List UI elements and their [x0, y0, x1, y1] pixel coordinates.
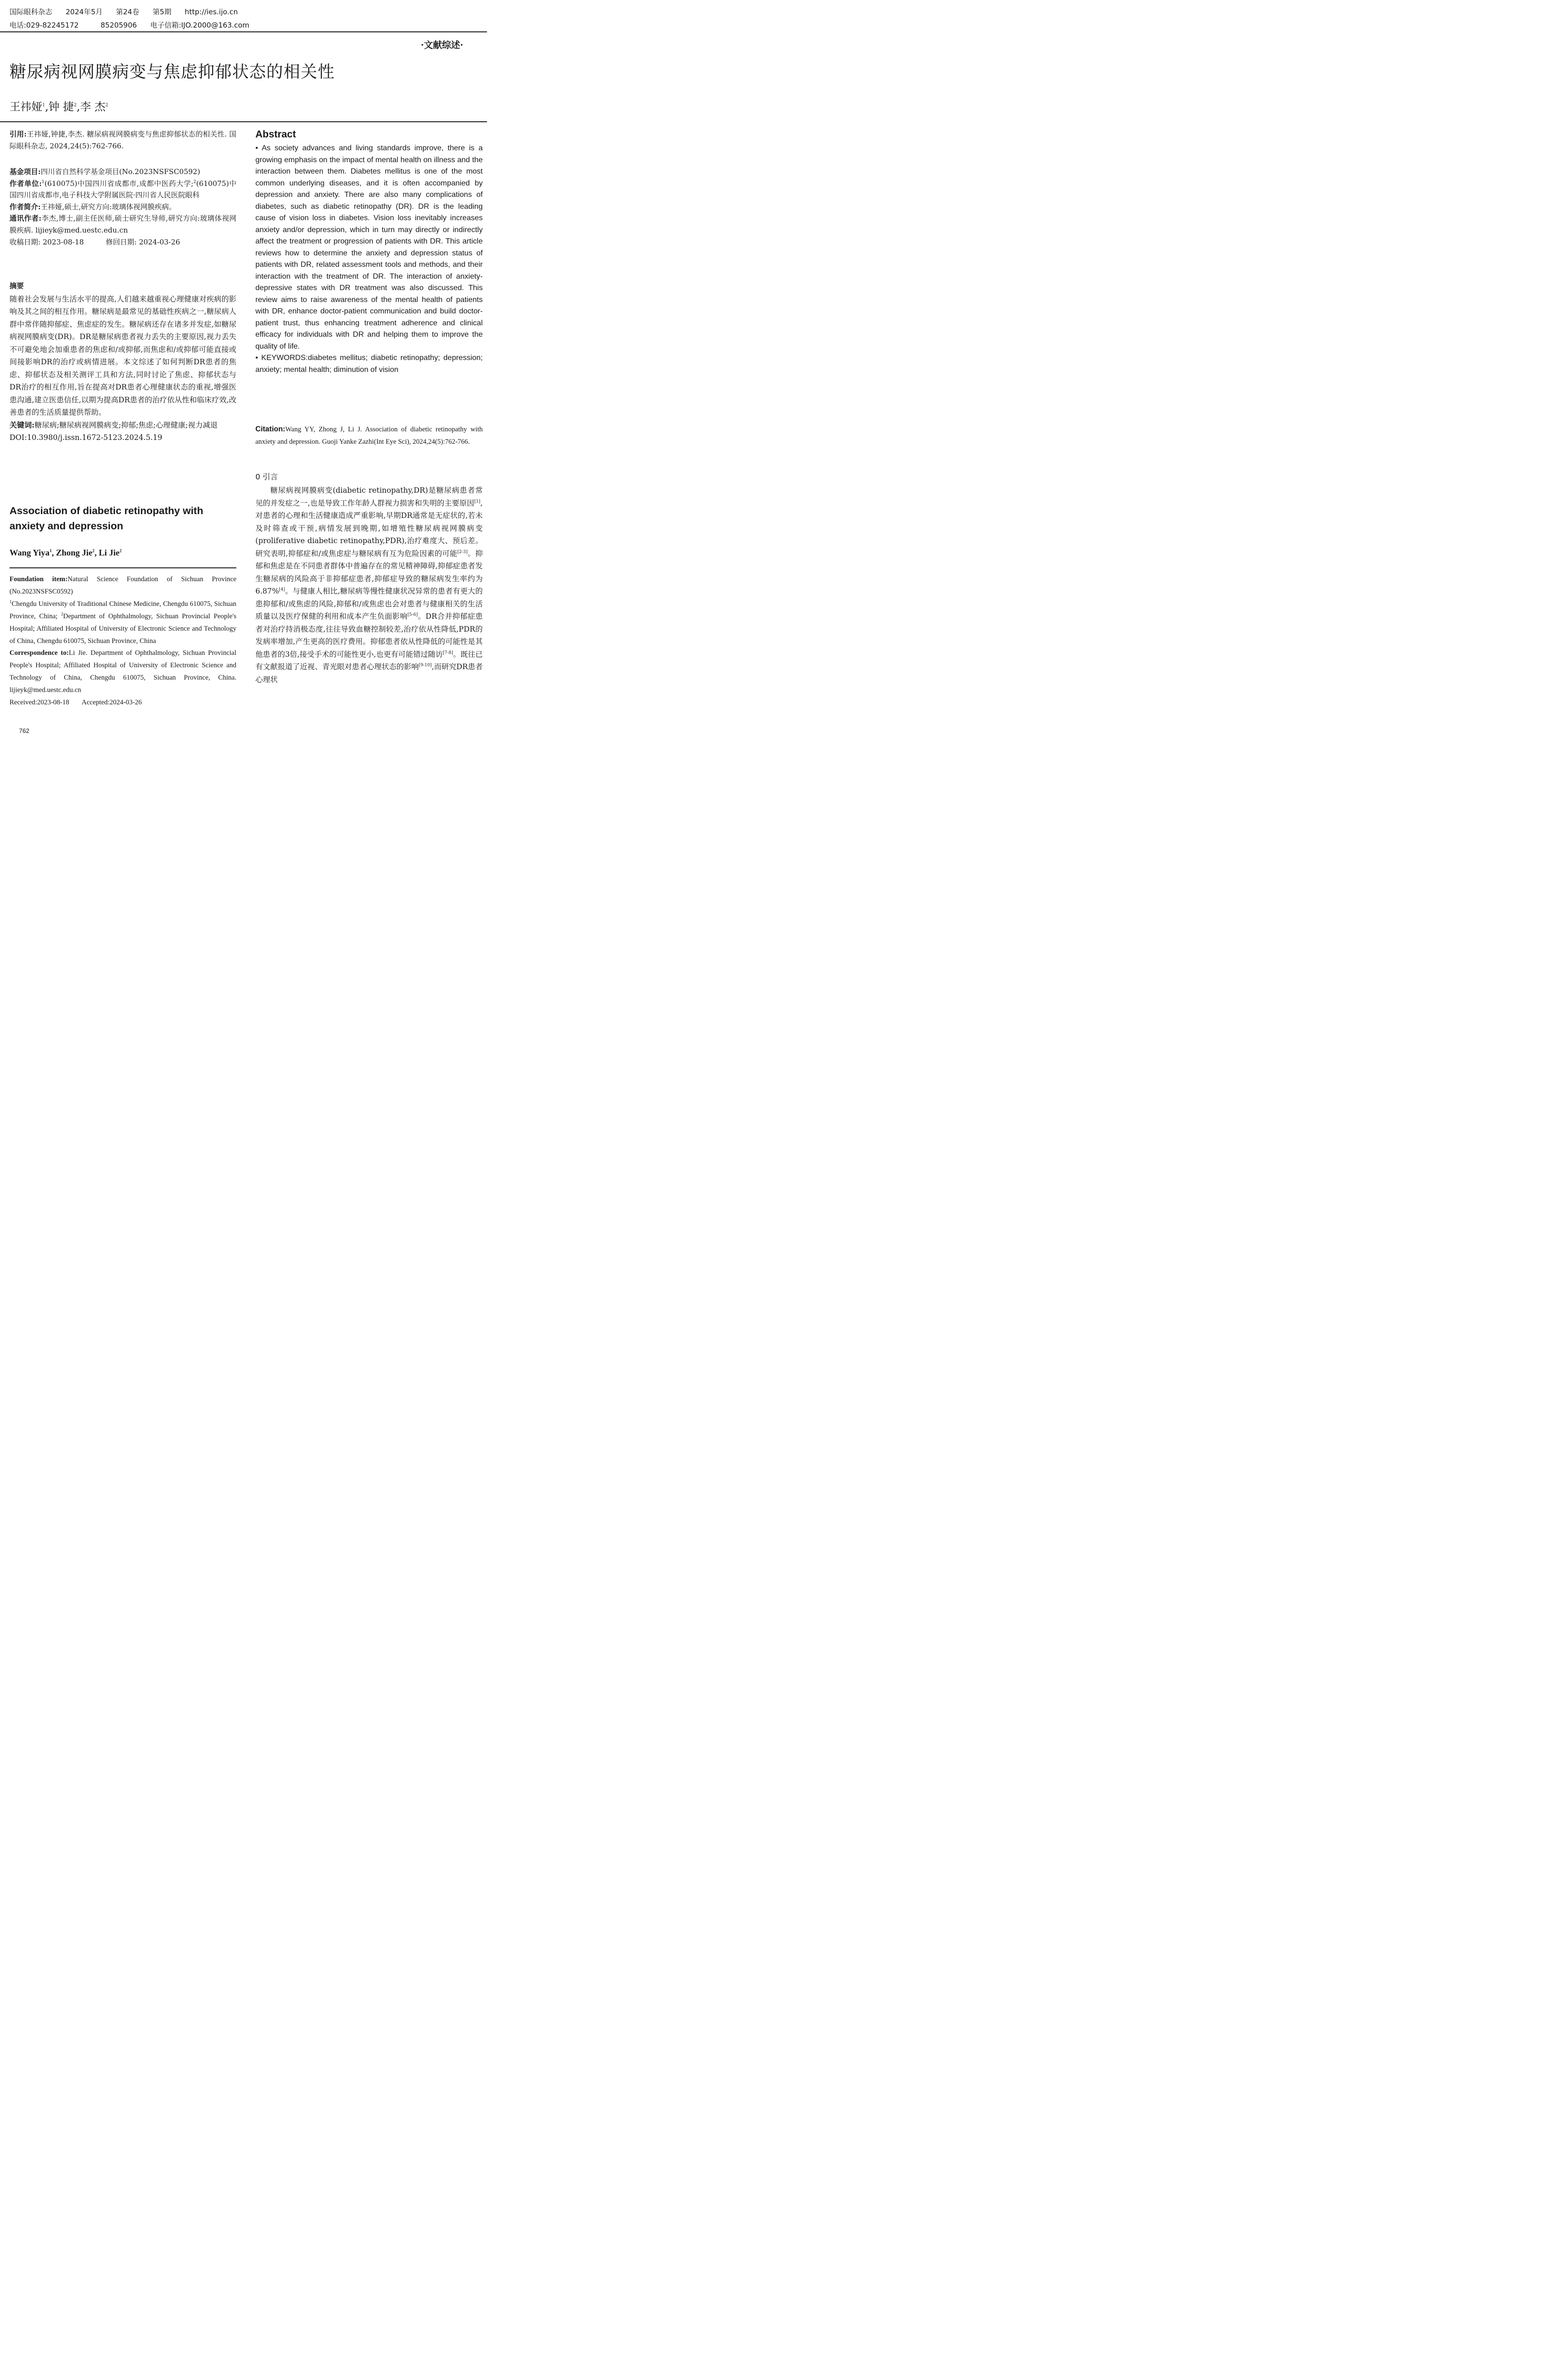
en-author-2-sup: 2: [92, 548, 95, 553]
en-accepted: Accepted:2024-03-26: [81, 699, 142, 707]
cn-citation-block: [10, 128, 236, 152]
unit-sup-1: 1: [41, 179, 45, 185]
page-number: 762: [19, 727, 29, 734]
intro-s6: 。既往已有文献报道了近视、青光眼对患者心理状态的影响: [255, 650, 483, 671]
en-abstract-heading: Abstract: [255, 129, 296, 140]
unit-text-1: (610075)中国四川省成都市,成都中医药大学;: [44, 179, 194, 188]
intro-body: [255, 484, 483, 686]
ref-6: [9-10]: [419, 662, 432, 668]
unit-label: 作者单位:: [10, 179, 42, 188]
author-1-sup: 1: [42, 103, 45, 108]
authors-en: [10, 548, 236, 558]
running-header-line2: [10, 20, 263, 30]
en-citation-text: Wang YY, Zhong J, Li J. Association of diabetic retinopathy with anxiety and depression. Guoji Yanke Zazhi(Int Eye Sci), 2024,24(5):762-766.: [255, 426, 483, 446]
en-author-3-sup: 2: [119, 548, 122, 553]
en-author-1-sup: 1: [49, 548, 52, 553]
author-2: 钟 捷: [49, 101, 74, 113]
journal-url: http://ies.ijo.cn: [185, 8, 238, 16]
en-author-1: Wang Yiya: [10, 548, 50, 557]
citation-label: 引用:: [10, 130, 27, 138]
ref-1: [1]: [474, 499, 481, 504]
intro-s5: 。DR合并抑郁症患者对治疗持消极态度,往往导致血糖控制较差,治疗依从性降低,PDR的发病率增加,产生更高的医疗费用。抑郁患者依从性降低的可能性是其他患者的3倍,接受手术的可能性更小,也更有可能错过随访: [255, 612, 483, 659]
ref-5: [7-8]: [443, 650, 453, 655]
bullet-2: •: [255, 354, 258, 362]
en-aff-text-2: Department of Ophthalmology, Sichuan Provincial People's Hospital; Affiliated Hospital of University of Electronic Science and Technology of China, Chengdu 610075, Sichuan Province, China: [10, 612, 236, 645]
intro-s4: 。与健康人相比,糖尿病等慢性健康状况异常的患者有更大的患抑郁和/或焦虑的风险,抑郁和/或焦虑也会对患者与健康相关的生活质量以及医疗保健的利用和成本产生负面影响: [255, 587, 483, 621]
en-aff-sup-2: 2: [61, 611, 63, 616]
author-3-sup: 2: [105, 103, 108, 108]
en-corr-text: Li Jie. Department of Ophthalmology, Sichuan Provincial People's Hospital; Affiliated Hospital of University of Electronic Science and Technology of China, Chengdu 610075, Sichuan Province, China. lijieyk@med.uestc.edu.cn: [10, 649, 236, 694]
section-tag: ·文献综述·: [420, 40, 463, 50]
unit-sup-2: 2: [193, 179, 196, 185]
author-2-sup: 2: [74, 103, 77, 108]
doi: DOI:10.3980/j.issn.1672-5123.2024.5.19: [10, 433, 163, 442]
author-3: 李 杰: [80, 101, 106, 113]
en-fund-label: Foundation item:: [10, 575, 68, 583]
en-received: Received:2023-08-18: [10, 699, 69, 707]
phone: 电话:029-82245172: [10, 21, 79, 29]
unit-text-2: (610075)中国四川省成都市,电子科技大学附属医院·四川省人民医院眼科: [10, 179, 236, 200]
cn-keywords-label: 关键词:: [10, 420, 35, 429]
cn-meta-block: [10, 166, 236, 248]
title-rule: [0, 121, 487, 122]
en-authors-rule: [10, 567, 236, 568]
intro-s7: ,而研究DR患者心理状: [255, 662, 483, 684]
en-aff-text-1: Chengdu University of Traditional Chinese Medicine, Chengdu 610075, Sichuan Province, China;: [10, 600, 236, 620]
fund-label: 基金项目:: [10, 167, 41, 176]
ref-3: [4]: [279, 587, 285, 592]
en-author-2: Zhong Jie: [56, 548, 93, 557]
corr-text: 李杰,博士,副主任医师,硕士研究生导师,研究方向:玻璃体视网膜疾病. lijieyk@med.uestc.edu.cn: [10, 214, 236, 234]
en-fund-text: Natural Science Foundation of Sichuan Province (No.2023NSFSC0592): [10, 575, 237, 595]
intro-s1: 糖尿病视网膜病变(diabetic retinopathy,DR)是糖尿病患者常见的并发症之一,也是导致工作年龄人群视力损害和失明的主要原因: [255, 486, 483, 507]
email: 电子信箱:IJO.2000@163.com: [150, 21, 250, 29]
fund-text: 四川省自然科学基金项目(No.2023NSFSC0592): [40, 167, 200, 176]
cn-abstract-text: 随着社会发展与生活水平的提高,人们越来越重视心理健康对疾病的影响及其之间的相互作用。糖尿病是最常见的基础性疾病之一,糖尿病人群中常伴随抑郁症、焦虑症的发生。糖尿病还存在诸多并发症,如糖尿病视网膜病变(DR)。DR是糖尿病患者视力丢失的主要原因,视力丢失不可避免地会加重患者的焦虑和/或抑郁,而焦虑和/或抑郁可能直接或间接影响DR的治疗或病情进展。本文综述了如何判断DR患者的焦虑、抑郁状态及相关测评工具和方法,同时讨论了焦虑、抑郁状态与DR治疗的相互作用,旨在提高对DR患者心理健康状态的重视,增强医患沟通,建立医患信任,以期为提高DR患者的治疗依从性和临床疗效,改善患者的生活质量提供帮助。: [10, 294, 236, 417]
issue: 第5期: [152, 8, 172, 16]
citation-text: 王祎娅,钟捷,李杰. 糖尿病视网膜病变与焦虑抑郁状态的相关性. 国际眼科杂志, 2024,24(5):762-766.: [10, 130, 236, 150]
en-keywords-text: diabetes mellitus; diabetic retinopathy; depression; anxiety; mental health; diminution of vision: [255, 354, 483, 374]
ref-4: [5-6]: [407, 612, 418, 617]
bio-text: 王祎娅,硕士,研究方向:玻璃体视网膜疾病。: [40, 202, 176, 211]
cn-abstract-block: [10, 280, 236, 444]
intro-s2: ,对患者的心理和生活健康造成严重影响,早期DR通常是无症状的,若未及时筛查或干预,病情发展到晚期,如增殖性糖尿病视网膜病变(proliferative diabetic retinopathy,PDR),治疗难度大、预后差。研究表明,抑郁症和/或焦虑症与糖尿病有互为危险因素的可能: [255, 498, 483, 558]
article-title: 糖尿病视网膜病变与焦虑抑郁状态的相关性: [10, 63, 335, 82]
en-abstract-text: As society advances and living standards improve, there is a growing emphasis on the impact of mental health on illness and the interaction between them. Diabetes mellitus is one of the most common underlying diseases, and it is often accompanied by depression and anxiety. There are also many complications of diabetes, such as diabetic retinopathy (DR). DR is the leading cause of vision loss in diabetes. Vision loss inevitably increases anxiety and/or depression, which in turn may directly or indirectly affect the treatment or progression of patients with DR. This article reviews how to determine the anxiety and depression status of patients with DR, related assessment tools and methods, and their interaction with the treatment of DR. The interaction of anxiety-depressive states with DR treatment was also discussed. This review aims to raise awareness of the mental health of patients with DR, enhance doctor-patient communication and build doctor-patient trust, thus enhancing treatment adherence and clinical efficacy for individuals with DR and helping them to improve the quality of life.: [255, 144, 483, 351]
corr-label: 通讯作者:: [10, 214, 41, 223]
en-citation-block: [255, 423, 483, 448]
ref-2: [2-3]: [457, 549, 468, 555]
en-author-sep: ,: [94, 548, 99, 557]
en-aff-sup-1: 1: [10, 599, 12, 604]
en-corr-label: Correspondence to:: [10, 649, 69, 657]
author-sep: ,: [77, 101, 80, 113]
bio-label: 作者简介:: [10, 202, 41, 211]
received-date: 收稿日期: 2023-08-18: [10, 237, 84, 246]
en-keywords-label: KEYWORDS:: [261, 354, 308, 362]
en-title: Association of diabetic retinopathy with anxiety and depression: [10, 505, 204, 532]
author-1: 王祎娅: [10, 101, 42, 113]
en-author-3: Li Jie: [98, 548, 120, 557]
header-rule: [0, 31, 487, 32]
en-citation-label: Citation:: [255, 425, 285, 433]
revised-date: 修回日期: 2024-03-26: [106, 237, 180, 246]
journal-name: 国际眼科杂志: [10, 8, 53, 16]
issue-date: 2024年5月: [66, 8, 103, 16]
running-header-line1: [10, 7, 251, 17]
author-sep: ,: [45, 101, 49, 113]
volume: 第24卷: [116, 8, 139, 16]
en-meta-block: [10, 574, 236, 709]
intro-heading: 0 引言: [255, 472, 278, 481]
cn-abstract-heading: 摘要: [10, 282, 24, 290]
phone-2: 85205906: [100, 21, 137, 29]
bullet-1: •: [255, 144, 258, 152]
cn-keywords-text: 糖尿病;糖尿病视网膜病变;抑郁;焦虑;心理健康;视力减退: [34, 420, 218, 429]
en-author-sep: ,: [51, 548, 56, 557]
en-abstract-block: [255, 143, 483, 376]
intro-s3: 。抑郁和焦虑是在不同患者群体中普遍存在的常见精神障碍,抑郁症患者发生糖尿病的风险高于非抑郁症患者,抑郁症导致的糖尿病发生率约为6.87%: [255, 549, 483, 595]
authors-cn: [10, 98, 108, 114]
